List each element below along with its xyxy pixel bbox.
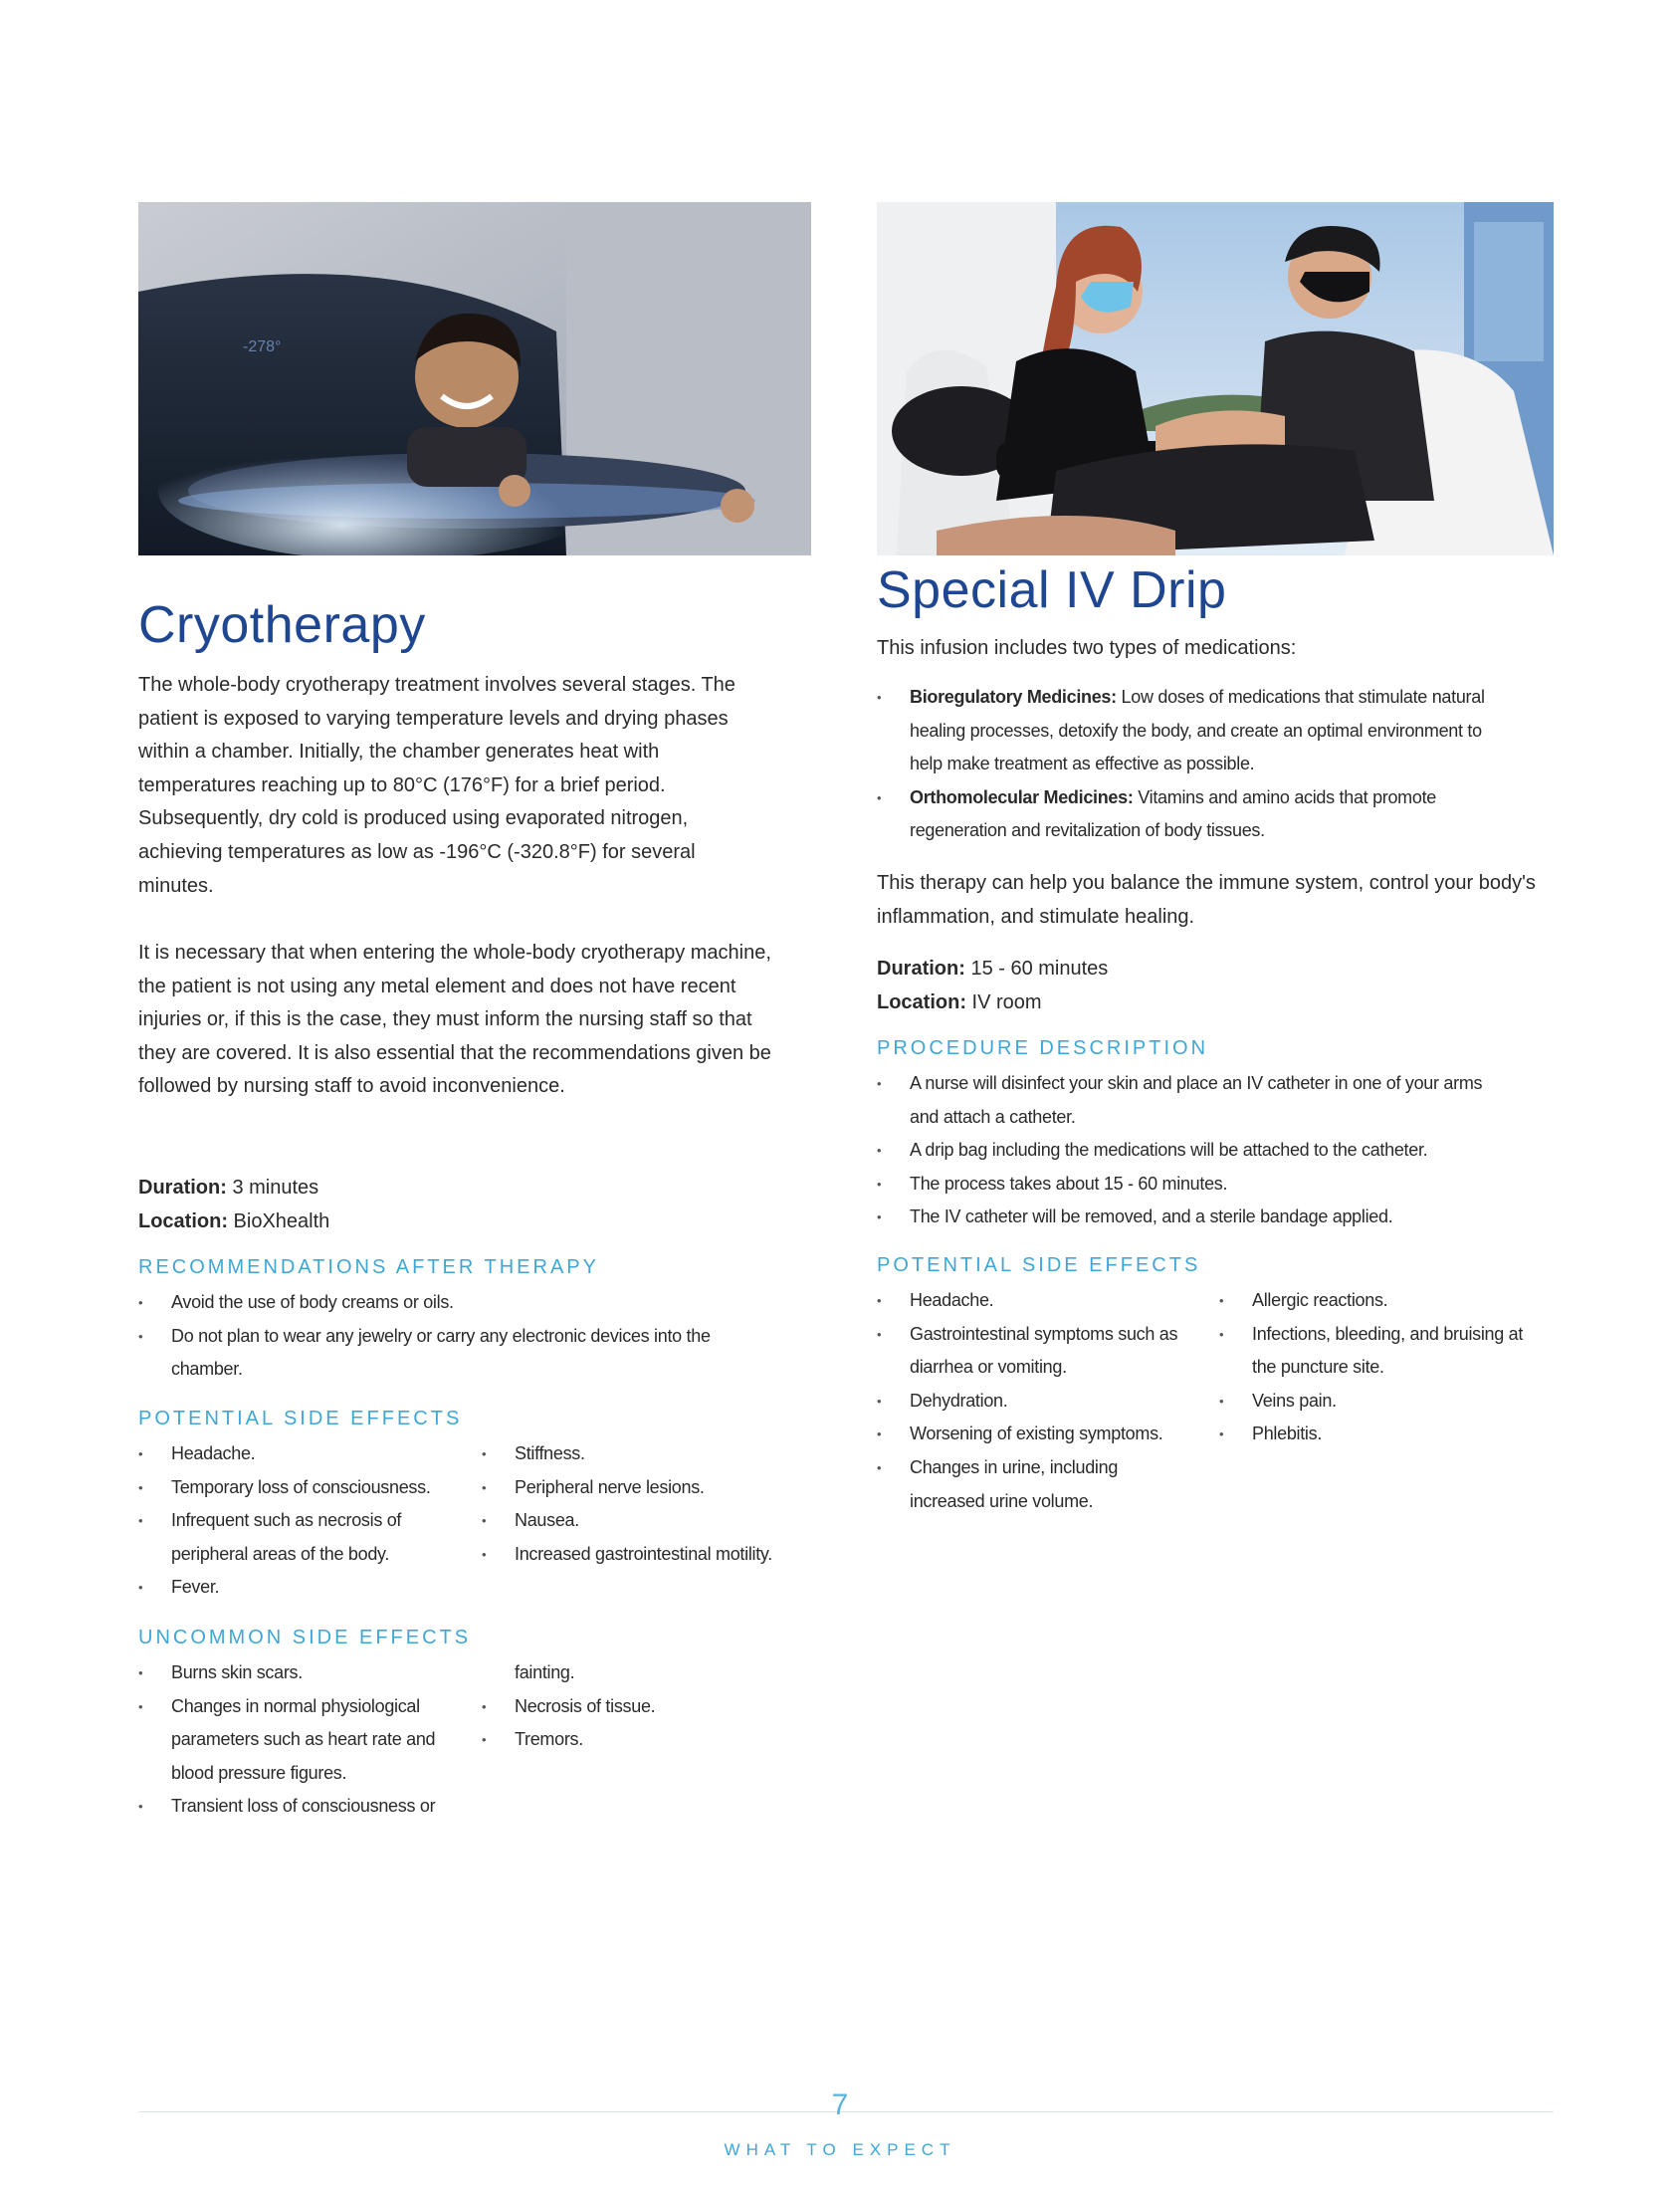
footer-section-label: WHAT TO EXPECT [724, 2140, 956, 2159]
list-item: • Changes in urine, including [877, 1451, 1220, 1485]
list-item: • Fever. [138, 1571, 477, 1605]
iv-drip-photo [877, 202, 1554, 555]
list-item: • Allergic reactions. [1219, 1284, 1563, 1318]
list-item: chamber. [171, 1359, 243, 1380]
list-item: • A nurse will disinfect your skin and place an IV catheter in one of your arms [877, 1067, 1564, 1101]
uncommon-side-effects-col1 [138, 1656, 477, 1824]
uncommon-side-effects-col2 [482, 1656, 820, 1757]
list-item: • Changes in normal physiological [138, 1690, 477, 1724]
list-item: • Infrequent such as necrosis of [138, 1504, 477, 1538]
list-item: • Transient loss of consciousness or [138, 1790, 477, 1824]
list-item: • Phlebitis. [1219, 1418, 1563, 1451]
list-item: • Headache. [877, 1284, 1220, 1318]
uncommon-side-effects-heading: UNCOMMON SIDE EFFECTS [138, 1627, 472, 1648]
cryotherapy-photo [138, 202, 811, 555]
list-item: • Temporary loss of consciousness. [138, 1471, 477, 1505]
list-item: the puncture site. [1252, 1357, 1384, 1378]
duration-label: Duration: [138, 1177, 227, 1199]
medication-label: Orthomolecular Medicines: [910, 786, 1134, 807]
list-item [877, 781, 1564, 815]
medication-text: Vitamins and amino acids that promote [1133, 786, 1436, 807]
list-item: • Gastrointestinal symptoms such as [877, 1318, 1220, 1352]
location-label: Location: [138, 1210, 228, 1232]
list-item: • Nausea. [482, 1504, 820, 1538]
procedure-list [877, 1067, 1564, 1234]
iv-drip-paragraph: This therapy can help you balance the immune system, control your body's inflammation, and stimulate healing. [877, 872, 1536, 928]
list-item: • Infections, bleeding, and bruising at [1219, 1318, 1563, 1352]
list-item: • Dehydration. [877, 1385, 1220, 1419]
list-item: increased urine volume. [910, 1490, 1094, 1511]
list-item: • Tremors. [482, 1723, 820, 1757]
duration-value: 3 minutes [226, 1177, 319, 1199]
duration-label: Duration: [877, 958, 965, 980]
side-effects-list-col1 [877, 1284, 1220, 1518]
list-item [877, 814, 1564, 848]
list-item: • Headache. [138, 1437, 477, 1471]
list-item: • The IV catheter will be removed, and a sterile bandage applied. [877, 1201, 1564, 1234]
list-item: parameters such as heart rate and [171, 1729, 436, 1750]
list-item: • Stiffness. [482, 1437, 820, 1471]
duration-value: 15 - 60 minutes [964, 958, 1109, 980]
list-item: • Increased gastrointestinal motility. [482, 1538, 820, 1572]
list-item: and attach a catheter. [910, 1106, 1076, 1127]
list-item [877, 681, 1564, 715]
cryotherapy-location [138, 1205, 329, 1239]
list-item: • Worsening of existing symptoms. [877, 1418, 1220, 1451]
side-effects-heading: POTENTIAL SIDE EFFECTS [138, 1408, 463, 1429]
medication-text: Low doses of medications that stimulate natural [1116, 687, 1485, 707]
iv-drip-duration [877, 953, 1108, 986]
side-effects-list-col2 [482, 1437, 820, 1571]
medication-text: regeneration and revitalization of body tissues. [910, 820, 1265, 841]
list-item: • Do not plan to wear any jewelry or carry any electronic devices into the [138, 1320, 795, 1354]
cryotherapy-paragraph-2: It is necessary that when entering the whole-body cryotherapy machine, the patient is not using any metal element and does not have recent injuries or, if this is the case, they must inform the nursing staff so that they are covered. It is also essential that the recommendations given be followed by nursing staff to avoid inconvenience. [138, 942, 771, 1098]
location-value: IV room [966, 991, 1042, 1013]
medication-text: help make treatment as effective as possible. [910, 754, 1255, 774]
list-item [877, 715, 1564, 749]
list-item: peripheral areas of the body. [171, 1543, 390, 1564]
recommendations-heading: RECOMMENDATIONS AFTER THERAPY [138, 1256, 599, 1278]
side-effects-list-col1 [138, 1437, 477, 1605]
cryotherapy-title: Cryotherapy [138, 596, 426, 654]
side-effects-list-col2 [1219, 1284, 1563, 1451]
list-item [877, 748, 1564, 781]
location-value: BioXhealth [228, 1210, 330, 1232]
cryotherapy-paragraph-1: The whole-body cryotherapy treatment involves several stages. The patient is exposed to varying temperature levels and drying phases within a chamber. Initially, the chamber generates heat with temperatures reaching up to 80°C (176°F) for a brief period. Subsequently, dry cold is produced using evaporated nitrogen, achieving temperatures as low as -196°C (-320.8°F) for several minutes. [138, 674, 735, 897]
page-number: 7 [831, 2088, 849, 2121]
iv-drip-title: Special IV Drip [877, 561, 1227, 619]
list-item: • The process takes about 15 - 60 minutes. [877, 1168, 1564, 1202]
medication-text: healing processes, detoxify the body, and create an optimal environment to [910, 720, 1482, 741]
procedure-heading: PROCEDURE DESCRIPTION [877, 1037, 1209, 1059]
list-item: blood pressure figures. [171, 1762, 347, 1783]
side-effects-heading: POTENTIAL SIDE EFFECTS [877, 1254, 1201, 1276]
recommendations-list [138, 1286, 795, 1387]
iv-drip-location [877, 986, 1042, 1020]
list-item: • Avoid the use of body creams or oils. [138, 1286, 795, 1320]
svg-text:-278°: -278° [243, 338, 282, 355]
list-item: • A drip bag including the medications will be attached to the catheter. [877, 1134, 1564, 1168]
medications-list [877, 681, 1564, 848]
list-item: • Necrosis of tissue. [482, 1690, 820, 1724]
location-label: Location: [877, 991, 966, 1013]
list-item: diarrhea or vomiting. [910, 1357, 1067, 1378]
list-item: fainting. [515, 1662, 575, 1682]
cryotherapy-duration [138, 1172, 318, 1205]
list-item: • Burns skin scars. [138, 1656, 477, 1690]
medication-label: Bioregulatory Medicines: [910, 687, 1117, 707]
iv-drip-intro: This infusion includes two types of medications: [877, 637, 1297, 659]
list-item: • Veins pain. [1219, 1385, 1563, 1419]
list-item: • Peripheral nerve lesions. [482, 1471, 820, 1505]
